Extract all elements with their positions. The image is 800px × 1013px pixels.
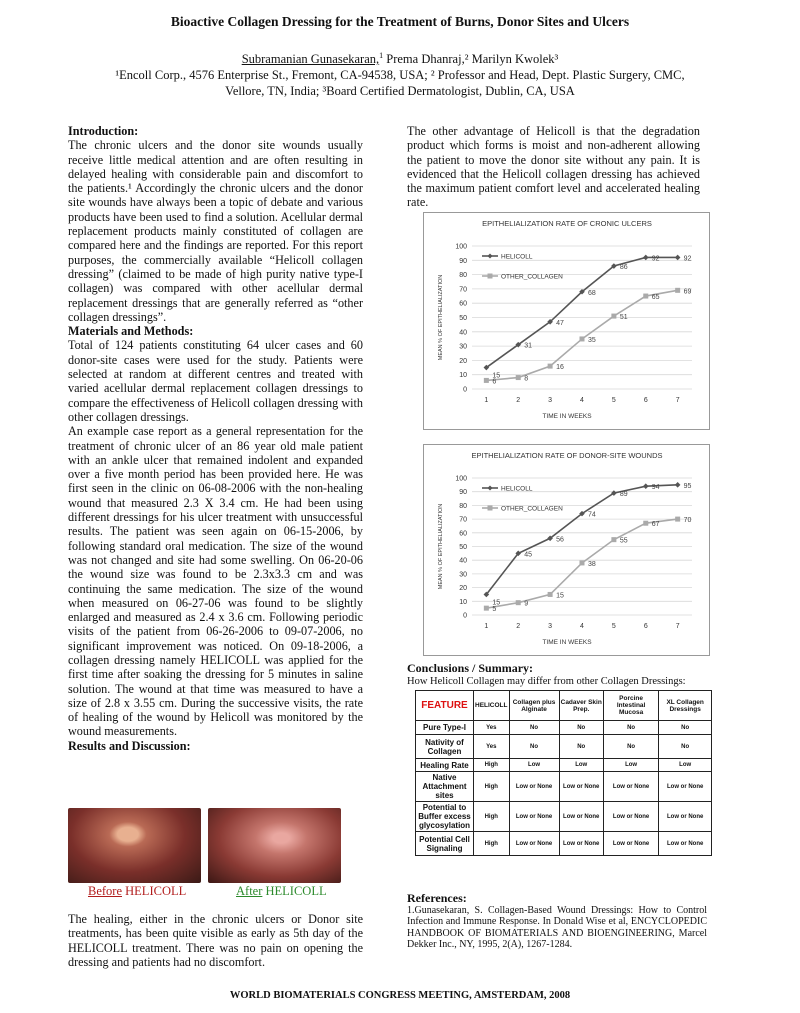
table-cell: Low or None [603,772,658,802]
table-cell: Low or None [603,802,658,832]
table-row-header: Potential Cell Signaling [416,832,474,856]
before-caption: Before HELICOLL [88,884,187,898]
legend-label: OTHER_COLLAGEN [501,505,563,513]
paper-title: Bioactive Collagen Dressing for the Treatment of Burns, Donor Sites and Ulcers [170,14,630,29]
table-cell: No [603,735,658,759]
y-tick-label: 80 [459,502,467,510]
wound-photos [68,808,363,904]
y-tick-label: 60 [459,300,467,308]
data-point [516,375,521,380]
table-row [416,772,712,802]
y-axis-label: MEAN % OF EPITHELIALIZATION [438,274,444,361]
data-point [643,483,649,489]
other-authors: Prema Dhanraj,² Marilyn Kwolek³ [383,52,559,67]
table-cell: No [559,735,603,759]
y-tick-label: 10 [459,372,467,380]
data-label: 69 [683,288,692,296]
data-point [675,288,680,293]
y-tick-label: 40 [459,329,467,337]
chart-chronic-ulcers [423,212,710,430]
data-point [484,606,489,611]
data-label: 9 [524,600,529,608]
feature-table [415,690,712,856]
table-header-cell: XL Collagen Dressings [659,691,712,721]
table-cell: Low or None [559,802,603,832]
data-label: 47 [556,319,564,327]
conclusions-heading: Conclusions / Summary: [407,661,534,675]
data-point [611,314,616,319]
table-row [416,832,712,856]
legend-label: HELICOLL [501,253,533,261]
y-tick-label: 30 [459,343,467,351]
x-tick-label: 4 [580,623,584,630]
results-text: The healing, either in the chronic ulcers or Donor site treatments, has been quite visible as early as 5th day of the HELICOLL treatment. There was no pain on opening the dressing and patients had no discomfort. [68,912,363,969]
table-header-cell: HELICOLL [474,691,510,721]
data-label: 56 [556,536,564,544]
data-point [643,294,648,299]
data-label: 51 [619,314,628,322]
affiliation-line-1: ¹Encoll Corp., 4576 Enterprise St., Fremont, CA-94538, USA; ² Professor and Head, Dept. Plastic Surgery, CMC, [115,68,685,83]
x-tick-label: 1 [484,397,489,404]
x-tick-label: 2 [516,397,521,404]
table-header-row [416,691,712,721]
table-cell: Yes [474,721,510,735]
table-cell: Low or None [559,832,603,856]
table-header-cell: Collagen plus Alginate [509,691,559,721]
x-tick-label: 7 [675,623,680,630]
data-label: 38 [588,560,596,568]
table-cell: Low or None [659,802,712,832]
data-point [643,521,648,526]
y-tick-label: 70 [459,516,467,524]
data-point [580,560,585,565]
references [407,893,707,951]
y-tick-label: 70 [459,286,467,294]
table-header-cell: Porcine Intestinal Mucosa [603,691,658,721]
y-tick-label: 0 [463,386,467,394]
table-row-header: Nativity of Collagen [416,735,474,759]
table-row [416,802,712,832]
data-label: 67 [651,521,660,529]
table-cell: High [474,772,510,802]
table-cell: No [659,721,712,735]
intro-heading: Introduction: [68,124,139,138]
data-point [611,537,616,542]
table-row-header: Pure Type-I [416,721,474,735]
legend-marker [488,486,493,491]
data-label: 8 [524,375,529,383]
data-point [643,255,649,261]
reference-1: 1.Gunasekaran, S. Collagen-Based Wound Dressings: How to Control Infection and Immune Response. In Donald Wise et al, ENCYCLOPEDIC HANDBOOK OF BIOMATERIALS AND BIOENGINEERING, Marcel Dekker Inc., NY, 1995, 2(A), 1267-1284. [407,904,707,950]
table-cell: Low or None [509,802,559,832]
data-point [516,600,521,605]
conclusions-subheading: How Helicoll Collagen may differ from other Collagen Dressings: [407,676,686,687]
table-cell: No [603,721,658,735]
table-header-cell: FEATURE [416,691,474,721]
table-cell: No [559,721,603,735]
left-column [68,124,363,753]
table-cell: High [474,832,510,856]
y-tick-label: 20 [459,585,467,593]
y-tick-label: 20 [459,357,467,365]
y-tick-label: 90 [459,489,467,497]
data-label: 65 [651,294,660,302]
table-cell: No [509,721,559,735]
right-intro-text: The other advantage of Helicoll is that the degradation product which forms is moist and non-adherent allowing the patient to move the donor site without any pain. It is evidenced that the Helicoll collagen dressing has achieved the maximum patient comfort level and accelerated healing rate. [407,124,700,210]
table-cell: Low or None [509,772,559,802]
data-point [675,517,680,522]
y-tick-label: 80 [459,272,467,280]
first-author-sup: 1 [379,51,384,60]
series-line-other_collagen [486,290,677,380]
x-tick-label: 5 [611,397,616,404]
authors-block [0,48,800,99]
methods-heading: Materials and Methods: [68,324,194,339]
y-tick-label: 60 [459,530,467,538]
data-point [675,482,681,488]
chart-title: EPITHELIALIZATION RATE OF DONOR-SITE WOUNDS [471,451,663,460]
results-heading: Results and Discussion: [68,738,191,753]
data-label: 95 [683,482,692,490]
chart-chronic-ulcers-svg [424,213,711,431]
y-tick-label: 50 [459,315,467,322]
table-cell: No [509,735,559,759]
y-axis-label: MEAN % OF EPITHELIALIZATION [438,503,444,590]
data-label: 55 [619,537,628,545]
chart-title: EPITHELIALIZATION RATE OF CRONIC ULCERS [482,219,652,228]
x-tick-label: 3 [548,623,553,630]
table-cell: Low [559,759,603,772]
affiliation-line-2: Vellore, TN, India; ³Board Certified Dermatologist, Dublin, CA, USA [225,84,575,99]
data-label: 74 [588,511,596,519]
table-cell: Yes [474,735,510,759]
table-row-header: Potential to Buffer excess glycosylation [416,802,474,832]
data-label: 92 [683,255,692,263]
data-label: 6 [492,378,497,386]
intro-text: The chronic ulcers and the donor site wounds usually receive little medical attention and are often resulting in delayed healing with considerable pain and discomfort to the patients.¹ Accordingly the chronic ulcers and the donor site wounds have always been a topic of debate and various products have been used to find a solution. Acellular dermal replacement products mainly constituted of collagen are compared here and the findings are reported. For this report purposes, the commercially available “Helicoll collagen dressing” (claimed to be made of high purity native type-I collagen) was compared with other acellular dermal replacement dressings that are generally referred as “other collagen dressings”. [68,138,363,324]
y-tick-label: 90 [459,257,467,265]
table-cell: High [474,759,510,772]
table-cell: High [474,802,510,832]
data-label: 5 [492,606,497,614]
y-tick-label: 100 [455,475,467,483]
data-label: 68 [588,289,596,297]
y-tick-label: 40 [459,557,467,565]
after-photo [208,808,341,883]
first-author: Subramanian Gunasekaran, [241,52,380,67]
x-tick-label: 5 [611,623,616,630]
data-label: 89 [619,491,628,499]
x-tick-label: 4 [580,397,584,404]
data-point [548,592,553,597]
table-cell: Low or None [659,832,712,856]
table-cell: Low [659,759,712,772]
x-tick-label: 6 [643,623,648,630]
table-header-cell: Cadaver Skin Prep. [559,691,603,721]
y-tick-label: 0 [463,612,467,620]
table-cell: Low or None [659,772,712,802]
methods-p1: Total of 124 patients constituting 64 ulcer cases and 60 donor-site cases were used for the study. Patients were selected at random at different centres and treated with varied acellular dermal replacement collagen dressings to compare the effectiveness of Helicoll collagen dressing with other collagen dressings. [68,338,363,424]
y-tick-label: 50 [459,544,467,551]
data-label: 16 [556,364,564,372]
data-label: 92 [651,255,660,263]
series-line-helicoll [486,485,677,595]
x-axis-label: TIME IN WEEKS [542,413,592,420]
data-point [484,378,489,383]
after-caption: After HELICOLL [236,884,327,898]
methods-p2: An example case report as a general representation for the treatment of chronic ulcer of an 86 year old male patient with an ankle ulcer that remained indolent and expanded over a five month period has been provided here. He was first seen in the clinic on 06-08-2006 with the non-healing wound that measured 2.3 X 3.4 cm. He had been using different dressings for his ulcer treatment with unsuccessful results. The patient was seen again on 06-15-2006, by following standard oral medication. The size of the wound was not changed and site had some swelling. On 06-20-06 the wound size was found to be 2.3x3.3 cm and was continuing the same medication. The size of the wound when measured on 06-27-06 was found to be slightly enlarged and measured as 2.4 x 3.6 cm. Following periodic visits of the patient from 06-26-2006 to 09-07-2006, no significant improvement was noticed. On 09-18-2006, a collagen dressing namely HELICOLL was applied for the first time after soaking the dressing for 5 minutes in saline solution. The wound at that time was measured to have a size of 2.8 x 3.55 cm. During the successive visits, the rate of healing of the wound by Helicoll was monitored by the wound measurements. [68,424,363,739]
y-tick-label: 10 [459,598,467,606]
data-point [675,255,681,261]
data-label: 31 [524,342,533,350]
data-label: 15 [492,372,501,380]
x-tick-label: 6 [643,397,648,404]
table-cell: Low or None [509,832,559,856]
legend-marker [488,506,493,511]
data-label: 86 [619,264,628,272]
data-label: 15 [492,599,501,607]
table-row-header: Healing Rate [416,759,474,772]
x-tick-label: 1 [484,623,489,630]
table-cell: Low or None [603,832,658,856]
x-tick-label: 7 [675,397,680,404]
footer: WORLD BIOMATERIALS CONGRESS MEETING, AMSTERDAM, 2008 [229,990,571,1001]
table-row [416,735,712,759]
table-cell: Low [603,759,658,772]
table-cell: Low [509,759,559,772]
data-label: 35 [588,336,596,344]
legend-marker [488,274,493,279]
x-tick-label: 2 [516,623,521,630]
data-point [580,336,585,341]
before-photo [68,808,201,883]
table-cell: No [659,735,712,759]
legend-label: OTHER_COLLAGEN [501,273,563,281]
legend-label: HELICOLL [501,485,533,493]
conclusions [407,662,707,688]
chart-donor-site-svg [424,445,711,657]
data-point [548,364,553,369]
table-row-header: Native Attachment sites [416,772,474,802]
data-label: 15 [556,592,564,600]
y-tick-label: 30 [459,571,467,579]
data-label: 94 [651,484,660,492]
legend-marker [488,254,493,259]
x-axis-label: TIME IN WEEKS [542,639,592,646]
chart-donor-site [423,444,710,656]
y-tick-label: 100 [455,243,467,251]
table-cell: Low or None [559,772,603,802]
table-row [416,759,712,772]
data-label: 70 [683,517,692,525]
references-heading: References: [407,891,467,905]
data-label: 45 [524,551,533,559]
table-row [416,721,712,735]
x-tick-label: 3 [548,397,553,404]
